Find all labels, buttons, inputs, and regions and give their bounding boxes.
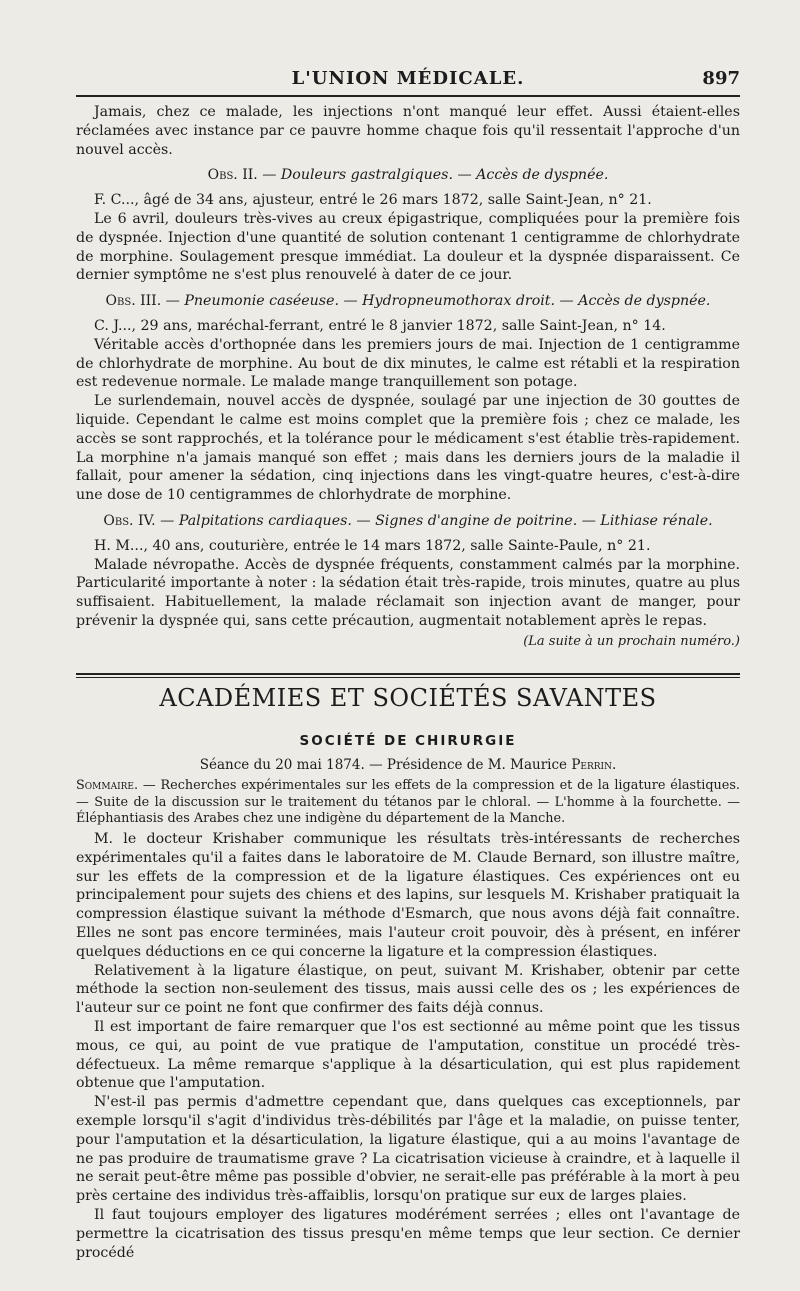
society-paragraph-1: M. le docteur Krishaber communique les résultats très-intéressants de recherches expérimentales qu'il a faites dans le laboratoire de M. Claude Bernard, son illustre maître, sur les effets de la compression et de la ligature élastiques. Ces expériences ont eu principalement pour sujets des chiens et des lapins, sur lesquels M. Krishaber pratiquait la compression élastique suivant la méthode d'Esmarch, que nous avons déjà fait connaître. Elles ne sont pas encore terminées, mais l'auteur croit pouvoir, dès à présent, en inférer quelques déductions en ce qui concerne la ligature et la compression élastiques. [76, 831, 740, 960]
session-end: . [611, 757, 617, 773]
to-be-continued: (La suite à un prochain numéro.) [523, 633, 740, 649]
society-title: SOCIÉTÉ DE CHIRURGIE [299, 733, 517, 749]
obs2-heading [76, 166, 740, 185]
header-rule [76, 95, 740, 97]
lower-column [76, 830, 740, 1262]
obs4-label: Obs. IV. [103, 512, 156, 529]
obs3-patient: C. J..., 29 ans, maréchal-ferrant, entré le 8 janvier 1872, salle Saint-Jean, n° 14. [94, 317, 666, 334]
continuation-paragraph: Jamais, chez ce malade, les injections n'ont manqué leur effet. Aussi étaient-elles réclamées avec instance par ce pauvre homme chaque fois qu'il ressentait l'approche d'un nouvel accès. [76, 104, 740, 158]
journal-title: L'UNION MÉDICALE. [291, 68, 525, 89]
society-paragraph-2: Relativement à la ligature élastique, on peut, suivant M. Krishaber, obtenir par cette méthode la section non-seulement des tissus, mais aussi celle des os ; les expériences de l'auteur sur ce point ne font que confirmer des faits déjà connus. [76, 962, 740, 1017]
obs2-patient: F. C..., âgé de 34 ans, ajusteur, entré le 26 mars 1872, salle Saint-Jean, n° 21. [94, 192, 652, 209]
summary-block [76, 778, 740, 828]
obs4-title: — Palpitations cardiaques. — Signes d'angine de poitrine. — Lithiase rénale. [155, 512, 713, 529]
section-title: ACADÉMIES ET SOCIÉTÉS SAVANTES [159, 684, 657, 712]
society-paragraph-3: Il est important de faire remarquer que l'os est sectionné au même point que les tissus mous, ce qui, au point de vue pratique de l'amputation, constitue un procédé très-défectueux. La même remarque s'applique à la désarticulation, qui est plus rapidement obtenue que l'amputation. [76, 1018, 740, 1092]
session-line [76, 757, 740, 773]
summary-text: — Recherches expérimentales sur les effets de la compression et de la ligature élastiques. — Suite de la discussion sur le traitement du tétanos par le chloral. — L'homme à la fourchette. — Éléphantiasis des Arabes chez une indigène du département de la Manche. [76, 778, 740, 826]
session-text: Séance du 20 mai 1874. — Présidence de M. Maurice [199, 757, 572, 773]
obs4-paragraph: Malade névropathe. Accès de dyspnée fréquents, constamment calmés par la morphine. Particularité importante à noter : la sédation était très-rapide, trois minutes, quatre au plus suffisaient. Habituellement, la malade réclamait son injection avant de manger, pour prévenir la dyspnée qui, sans cette précaution, augmentait notablement après le repas. [76, 556, 740, 629]
obs3-title: — Pneumonie caséeuse. — Hydropneumothorax droit. — Accès de dyspnée. [161, 293, 711, 310]
obs2-title: — Douleurs gastralgiques. — Accès de dyspnée. [257, 167, 609, 184]
section-rule-bottom [76, 677, 740, 678]
obs3-paragraph-1: Véritable accès d'orthopnée dans les premiers jours de mai. Injection de 1 centigramme de chlorhydrate de morphine. Au bout de dix minutes, le calme est rétabli et la respiration est redevenue normale. Le malade mange tranquillement son potage. [76, 336, 740, 391]
upper-column [76, 103, 740, 652]
section-rule-top [76, 673, 740, 675]
obs2-paragraph: Le 6 avril, douleurs très-vives au creux épigastrique, compliquées pour la première fois de dyspnée. Injection d'une quantité de solution contenant 1 centigramme de chlorhydrate de morphine. Soulagement presque immédiat. La douleur et la dyspnée disparaissent. Ce dernier symptôme ne s'est plus renouvelé à dater de ce jour. [76, 210, 740, 284]
obs2-label: Obs. II. [207, 167, 258, 184]
obs4-heading [76, 512, 740, 531]
society-paragraph-5: Il faut toujours employer des ligatures modérément serrées ; elles ont l'avantage de permettre la cicatrisation des tissus presqu'en même temps que leur section. Ce dernier procédé [76, 1206, 740, 1261]
page-header [76, 66, 740, 96]
summary-label: Sommaire. [76, 778, 139, 793]
obs3-heading [76, 292, 740, 311]
obs4-patient: H. M..., 40 ans, couturière, entrée le 14 mars 1872, salle Sainte-Paule, n° 21. [94, 537, 651, 554]
page-number: 897 [702, 68, 740, 89]
obs3-label: Obs. III. [105, 293, 162, 310]
society-paragraph-4: N'est-il pas permis d'admettre cependant que, dans quelques cas exceptionnels, par exemple lorsqu'il s'agit d'individus très-débilités par l'âge et la maladie, on puisse tenter, pour l'amputation et la désarticulation, la ligature élastique, qui a au moins l'avantage de ne pas produire de traumatisme grave ? La cicatrisation vicieuse à craindre, et à laquelle il ne serait peut-être même pas possible d'obvier, ne serait-elle pas préférable à la mort à peu près certaine des individus très-affaiblis, lorsqu'on pratique sur eux de larges plaies. [76, 1094, 740, 1205]
obs3-paragraph-2: Le surlendemain, nouvel accès de dyspnée, soulagé par une injection de 30 gouttes de liquide. Cependant le calme est moins complet que la première fois ; chez ce malade, les accès se sont rapprochés, et la tolérance pour le médicament s'est établie très-rapidement. La morphine n'a jamais manqué son effet ; mais dans les derniers jours de la maladie il fallait, pour amener la sédation, cinq injections dans les vingt-quatre heures, c'est-à-dire une dose de 10 centigrammes de chlorhydrate de morphine. [76, 393, 740, 504]
session-president: Perrin [571, 757, 612, 773]
